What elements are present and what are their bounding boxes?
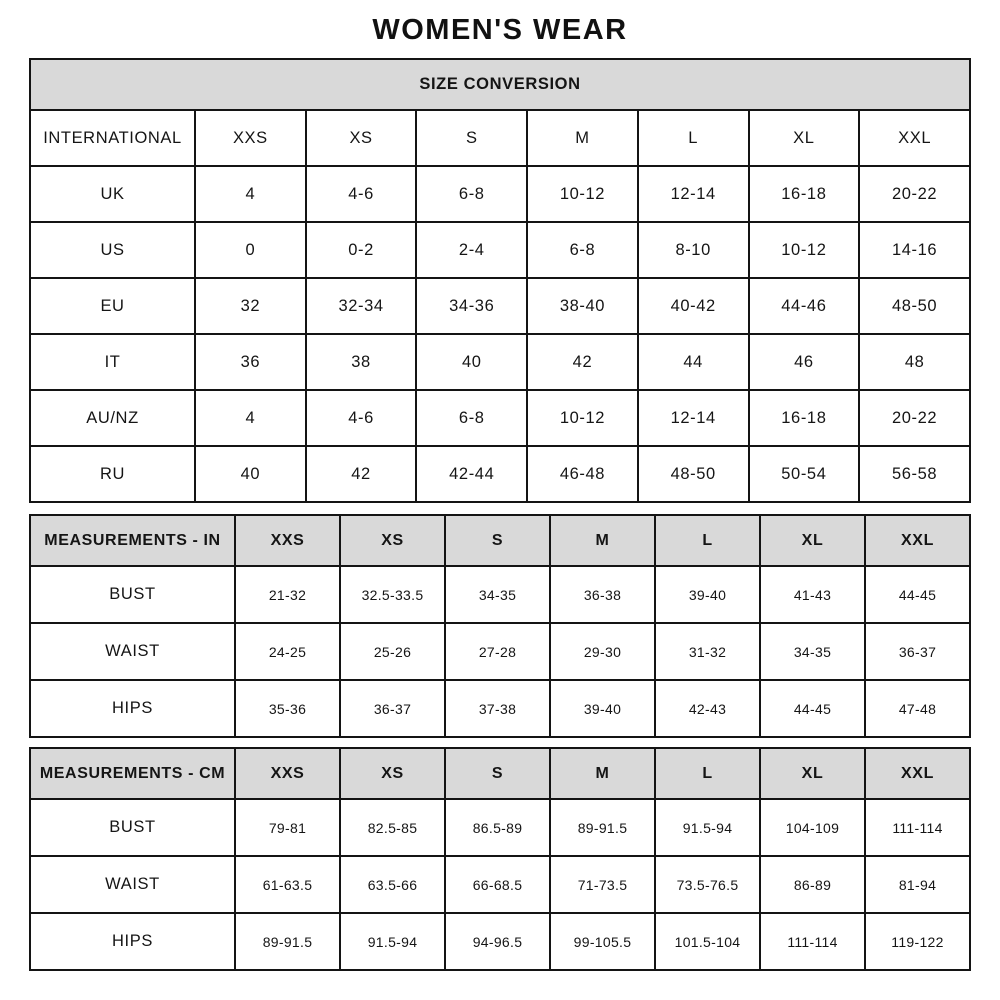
table-row [30,334,970,390]
table-cell: 48-50 [638,446,749,502]
table-cell: 94-96.5 [445,913,550,970]
size-column-header: L [655,515,760,566]
table-cell: 36-38 [550,566,655,623]
table-row [30,799,970,856]
table-cell: 21-32 [235,566,340,623]
table-cell: 10-12 [749,222,860,278]
table-cell: 4-6 [306,390,417,446]
table-cell: 42-44 [416,446,527,502]
table-cell: 82.5-85 [340,799,445,856]
table-cell: 44 [638,334,749,390]
header-label-cell: INTERNATIONAL [30,110,195,166]
table-row [30,166,970,222]
table-cell: 16-18 [749,390,860,446]
table-cell: 2-4 [416,222,527,278]
table-cell: 36 [195,334,306,390]
table-cell: 29-30 [550,623,655,680]
table-cell: 12-14 [638,390,749,446]
size-column-header: XXL [865,748,970,799]
table-cell: 31-32 [655,623,760,680]
size-column-header: M [550,748,655,799]
row-label: US [30,222,195,278]
table-cell: 99-105.5 [550,913,655,970]
table-cell: 40 [195,446,306,502]
table-cell: 111-114 [865,799,970,856]
table-banner-row [30,59,970,110]
table-cell: 46-48 [527,446,638,502]
size-conversion-table [29,58,971,503]
row-label: WAIST [30,856,235,913]
table-cell: 66-68.5 [445,856,550,913]
table-cell: 42-43 [655,680,760,737]
size-header-row [30,748,970,799]
table-cell: 34-35 [445,566,550,623]
table-cell: 14-16 [859,222,970,278]
table-cell: 0-2 [306,222,417,278]
size-column-header: L [638,110,749,166]
table-cell: 42 [306,446,417,502]
table-cell: 39-40 [550,680,655,737]
table-row [30,856,970,913]
table-cell: 86.5-89 [445,799,550,856]
table-row [30,913,970,970]
table-cell: 4 [195,390,306,446]
table-cell: 10-12 [527,390,638,446]
table-cell: 39-40 [655,566,760,623]
table-cell: 91.5-94 [655,799,760,856]
table-cell: 16-18 [749,166,860,222]
table-cell: 35-36 [235,680,340,737]
table-cell: 119-122 [865,913,970,970]
table-cell: 8-10 [638,222,749,278]
size-column-header: XS [340,515,445,566]
table-cell: 25-26 [340,623,445,680]
page-title: WOMEN'S WEAR [372,14,628,46]
table-cell: 48-50 [859,278,970,334]
table-cell: 6-8 [416,390,527,446]
table-cell: 42 [527,334,638,390]
table-cell: 20-22 [859,166,970,222]
size-column-header: S [445,748,550,799]
table-cell: 32-34 [306,278,417,334]
size-column-header: L [655,748,760,799]
size-column-header: XXS [235,515,340,566]
table-row [30,680,970,737]
table-cell: 61-63.5 [235,856,340,913]
table-cell: 89-91.5 [235,913,340,970]
size-header-row [30,110,970,166]
size-header-row [30,515,970,566]
table-cell: 12-14 [638,166,749,222]
size-column-header: M [527,110,638,166]
table-cell: 4-6 [306,166,417,222]
table-cell: 44-46 [749,278,860,334]
table-cell: 46 [749,334,860,390]
table-cell: 6-8 [416,166,527,222]
table-cell: 73.5-76.5 [655,856,760,913]
size-column-header: XXL [865,515,970,566]
table-gap [29,738,971,747]
row-label: AU/NZ [30,390,195,446]
table-cell: 0 [195,222,306,278]
size-column-header: S [416,110,527,166]
table-cell: 40 [416,334,527,390]
table-cell: 34-36 [416,278,527,334]
row-label: IT [30,334,195,390]
table-cell: 4 [195,166,306,222]
table-cell: 91.5-94 [340,913,445,970]
table-row [30,278,970,334]
row-label: BUST [30,566,235,623]
table-cell: 24-25 [235,623,340,680]
size-column-header: XS [306,110,417,166]
table-cell: 56-58 [859,446,970,502]
measurements-in-table [29,514,971,738]
table-row [30,390,970,446]
table-cell: 71-73.5 [550,856,655,913]
table-cell: 86-89 [760,856,865,913]
table-cell: 6-8 [527,222,638,278]
table-cell: 81-94 [865,856,970,913]
size-column-header: XXL [859,110,970,166]
size-column-header: XXS [195,110,306,166]
row-label: EU [30,278,195,334]
table-cell: 32.5-33.5 [340,566,445,623]
table-cell: 41-43 [760,566,865,623]
table-cell: 38-40 [527,278,638,334]
table-banner: SIZE CONVERSION [30,59,970,110]
row-label: UK [30,166,195,222]
size-column-header: XS [340,748,445,799]
table-cell: 32 [195,278,306,334]
table-row [30,446,970,502]
table-cell: 89-91.5 [550,799,655,856]
table-row [30,222,970,278]
header-label-cell: MEASUREMENTS - CM [30,748,235,799]
table-cell: 79-81 [235,799,340,856]
table-cell: 27-28 [445,623,550,680]
table-row [30,623,970,680]
table-cell: 40-42 [638,278,749,334]
table-cell: 101.5-104 [655,913,760,970]
size-column-header: XL [760,515,865,566]
table-cell: 63.5-66 [340,856,445,913]
table-cell: 104-109 [760,799,865,856]
row-label: WAIST [30,623,235,680]
size-column-header: S [445,515,550,566]
row-label: HIPS [30,913,235,970]
table-cell: 36-37 [340,680,445,737]
row-label: BUST [30,799,235,856]
table-cell: 111-114 [760,913,865,970]
table-cell: 10-12 [527,166,638,222]
size-column-header: XXS [235,748,340,799]
row-label: HIPS [30,680,235,737]
measurements-cm-table [29,747,971,971]
table-cell: 37-38 [445,680,550,737]
table-gap [29,503,971,514]
table-cell: 20-22 [859,390,970,446]
size-column-header: XL [749,110,860,166]
table-row [30,566,970,623]
size-column-header: M [550,515,655,566]
table-cell: 34-35 [760,623,865,680]
header-label-cell: MEASUREMENTS - IN [30,515,235,566]
table-cell: 36-37 [865,623,970,680]
table-cell: 50-54 [749,446,860,502]
table-cell: 38 [306,334,417,390]
row-label: RU [30,446,195,502]
table-cell: 47-48 [865,680,970,737]
size-column-header: XL [760,748,865,799]
table-cell: 48 [859,334,970,390]
table-cell: 44-45 [760,680,865,737]
table-cell: 44-45 [865,566,970,623]
